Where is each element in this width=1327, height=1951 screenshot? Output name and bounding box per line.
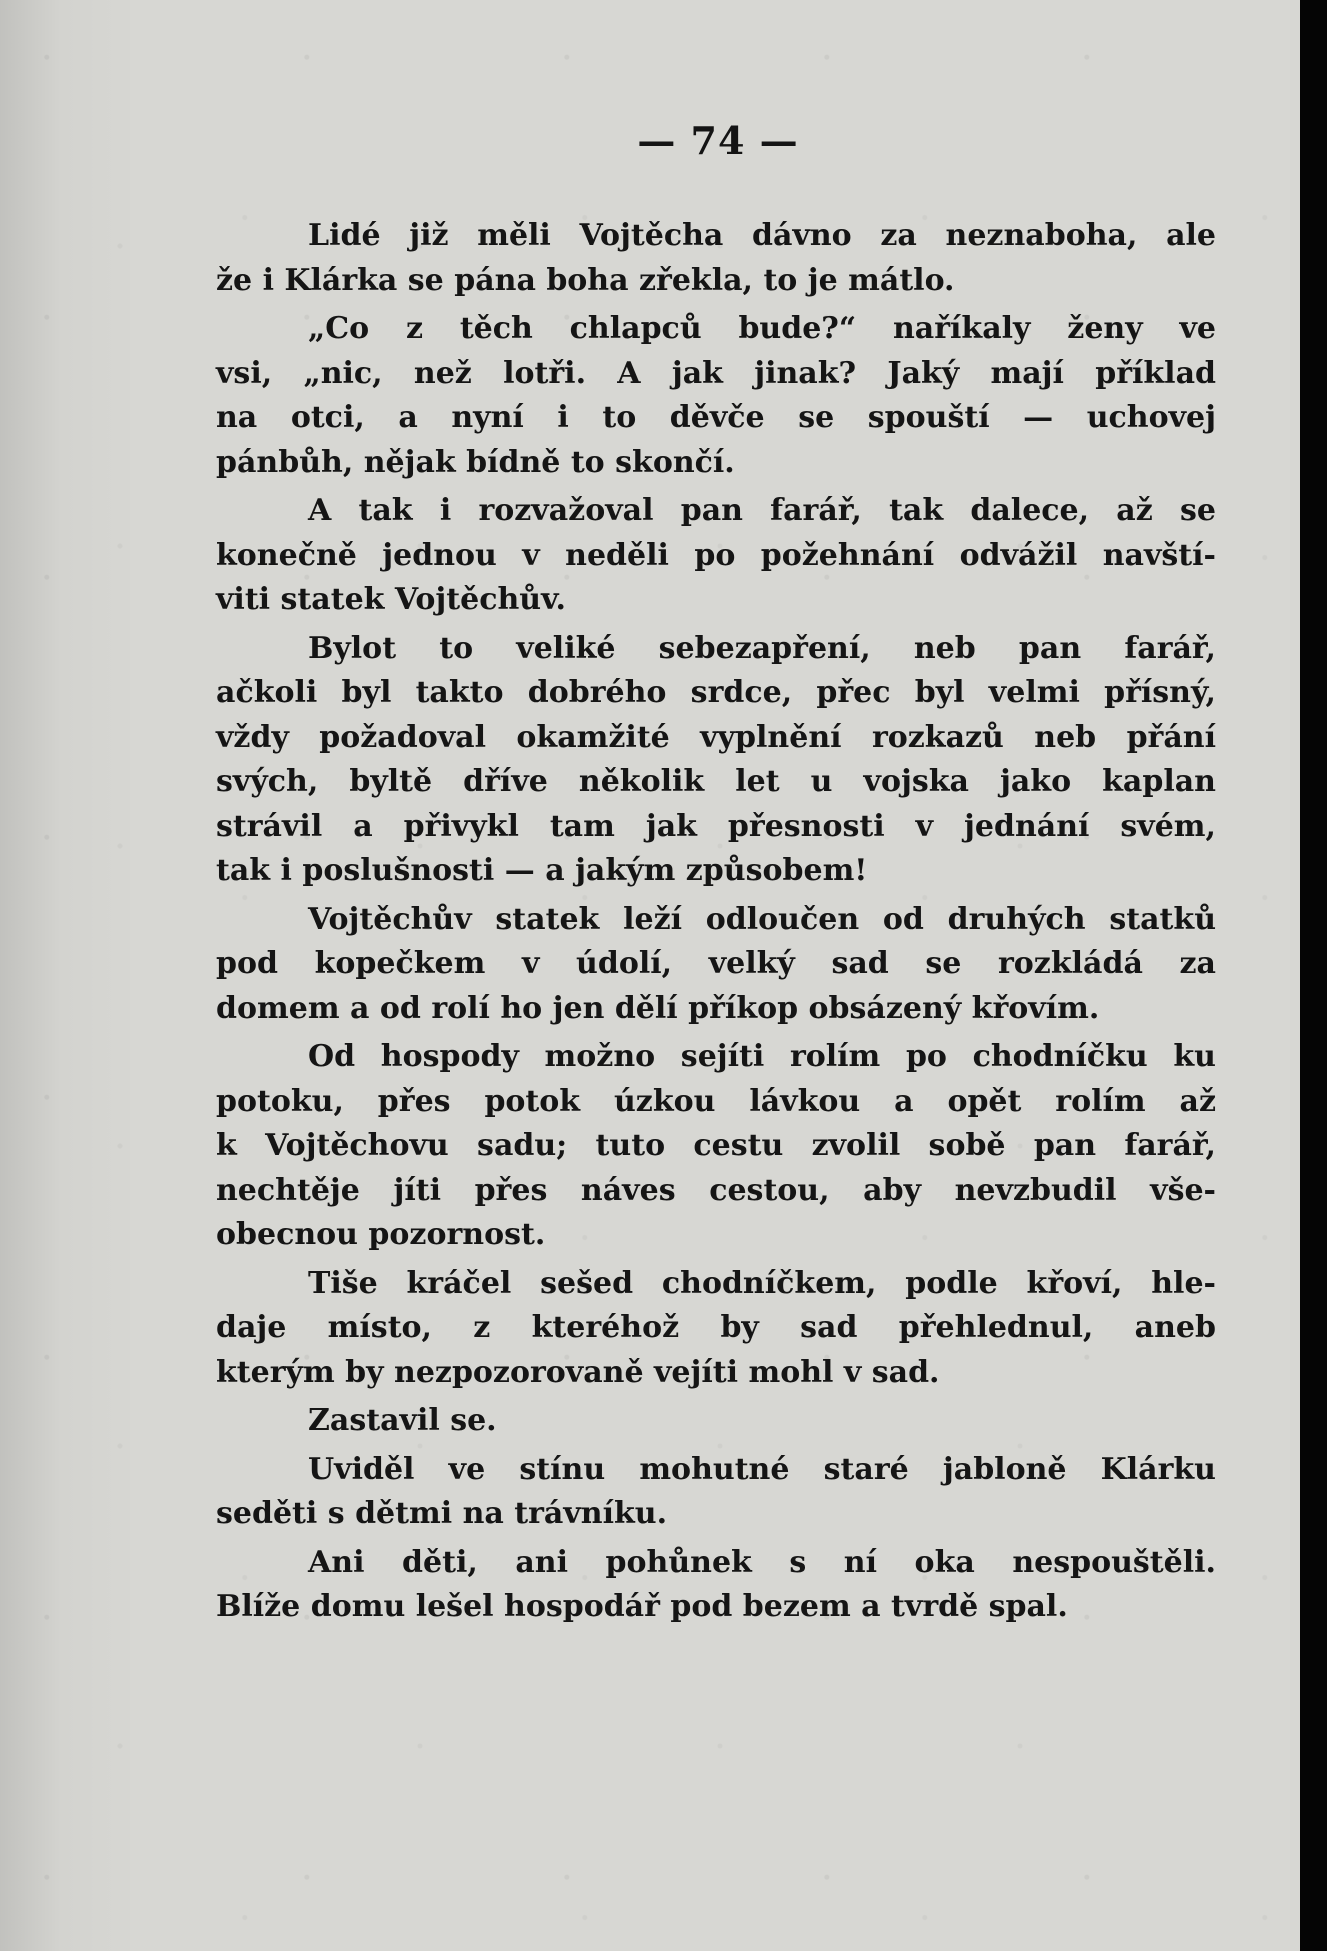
text-line: k Vojtěchovu sadu; tuto cestu zvolil sobě pan farář, xyxy=(216,1128,1216,1163)
text-line: nechtěje jíti přes náves cestou, aby nevzbudil vše- xyxy=(216,1172,1216,1208)
text-line: daje místo, z kteréhož by sad přehlednul, aneb xyxy=(216,1310,1216,1345)
page-body-text xyxy=(216,214,1216,1634)
scan-dark-edge xyxy=(1300,0,1327,1951)
text-line: Lidé již měli Vojtěcha dávno za neznaboha, ale xyxy=(308,218,1216,253)
text-line: Bylot to veliké sebezapření, neb pan farář, xyxy=(308,630,1216,666)
paragraph xyxy=(216,1541,1216,1630)
text-line: konečně jednou v neděli po požehnání odvážil navští- xyxy=(216,537,1216,573)
text-line: Vojtěchův statek leží odloučen od druhých statků xyxy=(308,901,1216,937)
text-line: seděti s dětmi na trávníku. xyxy=(216,1496,668,1531)
text-line: pod kopečkem v údolí, velký sad se rozkládá za xyxy=(216,946,1216,981)
text-line: Od hospody možno sejíti rolím po chodníčku ku xyxy=(308,1039,1216,1074)
text-line: obecnou pozornost. xyxy=(216,1217,546,1252)
text-line: Tiše kráčel sešed chodníčkem, podle křoví, hle- xyxy=(308,1265,1216,1301)
text-line: že i Klárka se pána boha zřekla, to je mátlo. xyxy=(216,262,955,298)
paragraph xyxy=(216,489,1216,623)
text-line: vždy požadoval okamžité vyplnění rozkazů neb přání xyxy=(216,719,1216,755)
paragraph xyxy=(216,898,1216,1032)
paragraph xyxy=(216,1035,1216,1258)
text-line: tak i poslušnosti — a jakým způsobem! xyxy=(216,853,868,888)
text-line: pánbůh, nějak bídně to skončí. xyxy=(216,444,735,480)
text-line: Ani děti, ani pohůnek s ní oka nespouštěli. xyxy=(308,1544,1216,1580)
text-line: „Co z těch chlapců bude?“ naříkaly ženy ve xyxy=(308,311,1216,346)
text-line: vsi, „nic, než lotři. A jak jinak? Jaký mají příklad xyxy=(216,355,1216,391)
paragraph xyxy=(216,1399,1216,1444)
page-number: — 74 — xyxy=(637,118,799,163)
text-line: Blíže domu lešel hospodář pod bezem a tvrdě spal. xyxy=(216,1589,1068,1624)
text-line: ačkoli byl takto dobrého srdce, přec byl velmi přísný, xyxy=(216,675,1216,710)
text-line: kterým by nezpozorovaně vejíti mohl v sad. xyxy=(216,1354,940,1390)
text-line: domem a od rolí ho jen dělí příkop obsázený křovím. xyxy=(216,990,1100,1026)
paragraph xyxy=(216,1448,1216,1537)
text-line: viti statek Vojtěchův. xyxy=(216,582,566,617)
paragraph xyxy=(216,1262,1216,1396)
text-line: Uviděl ve stínu mohutné staré jabloně Klárku xyxy=(308,1451,1216,1487)
text-line: A tak i rozvažoval pan farář, tak dalece, až se xyxy=(308,493,1216,528)
paragraph xyxy=(216,307,1216,485)
paragraph xyxy=(216,214,1216,303)
paragraph xyxy=(216,627,1216,894)
text-line: na otci, a nyní i to děvče se spouští — uchovej xyxy=(216,400,1216,435)
text-line: svých, byltě dříve několik let u vojska jako kaplan xyxy=(216,764,1216,799)
text-line: strávil a přivykl tam jak přesnosti v jednání svém, xyxy=(216,808,1216,844)
text-line: potoku, přes potok úzkou lávkou a opět rolím až xyxy=(216,1083,1216,1119)
text-line: Zastavil se. xyxy=(308,1403,497,1438)
